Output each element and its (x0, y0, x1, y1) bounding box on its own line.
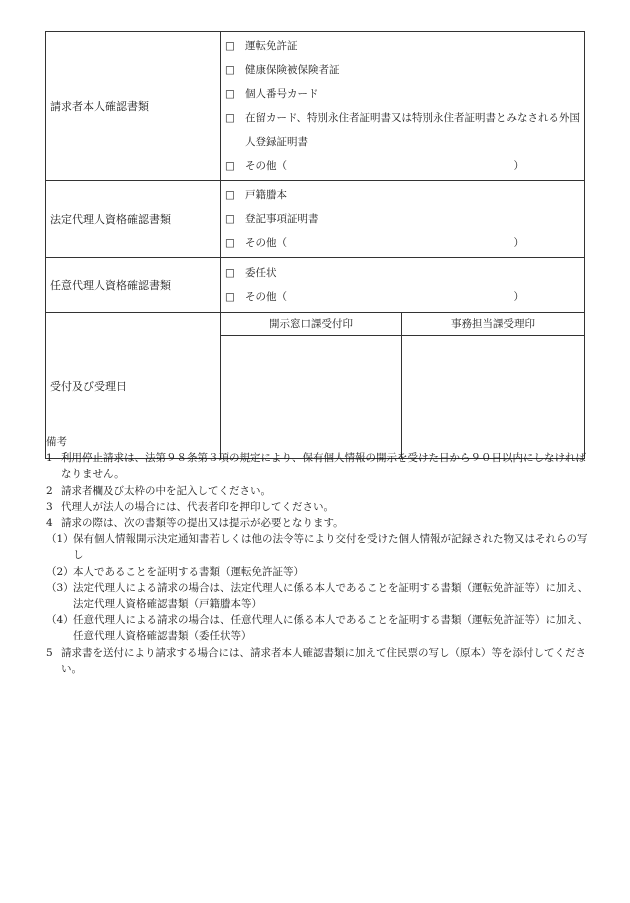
notes-section (46, 434, 590, 677)
note-subitem: （4）任意代理人による請求の場合は、任意代理人に係る本人であることを証明する書類（運転免許証等）に加え、任意代理人資格確認書類（委任状等） (46, 614, 589, 643)
option-health-insurance-card[interactable]: □ 健康保険被保険者証 (221, 58, 584, 82)
option-other[interactable] (221, 231, 584, 255)
note-item: 1 利用停止請求は、法第９８条第３項の規定により、保有個人情報の開示を受けた日から９０日以内にしなければなりません。 (46, 452, 586, 481)
checkbox[interactable]: □ (225, 237, 235, 249)
row-receipt-stamps (46, 313, 585, 336)
other-label: その他（ (245, 291, 287, 303)
option-other[interactable] (221, 154, 584, 178)
row-label: 受付及び受理日 (46, 313, 221, 459)
checkbox[interactable]: □ (225, 213, 235, 225)
note-subitem: （3）法定代理人による請求の場合は、法定代理人に係る本人であることを証明する書類（運転免許証等）に加え、法定代理人資格確認書類（戸籍謄本等） (46, 581, 589, 611)
row-label: 任意代理人資格確認書類 (46, 258, 221, 313)
checkbox[interactable]: □ (225, 112, 235, 124)
checkbox[interactable]: □ (225, 40, 235, 52)
checkbox[interactable]: □ (225, 88, 235, 100)
note-item: 3 代理人が法人の場合には、代表者印を押印してください。 (46, 500, 334, 513)
note-subitem: （1）保有個人情報開示決定通知書若しくは他の法令等により交付を受けた個人情報が記録された物又はそれらの写し (46, 533, 588, 562)
document-table (45, 31, 585, 459)
checkbox[interactable]: □ (225, 64, 235, 76)
close-paren: ） (513, 237, 524, 249)
note-item: 4 請求の際は、次の書類等の提出又は提示が必要となります。 (46, 517, 344, 530)
stamp-header-disclosure-window: 開示窓口課受付印 (221, 313, 402, 336)
note-item: 2 請求者欄及び太枠の中を記入してください。 (46, 484, 271, 497)
note-subitem: （2）本人であることを証明する書類（運転免許証等） (46, 565, 304, 578)
row-voluntary-representative-documents (46, 258, 585, 313)
row-label: 法定代理人資格確認書類 (46, 181, 221, 258)
option-drivers-license[interactable]: □ 運転免許証 (221, 34, 584, 58)
stamp-header-administrative-office: 事務担当課受理印 (402, 313, 585, 336)
option-residence-card[interactable]: □ 在留カード、特別永住者証明書又は特別永住者証明書とみなされる外国人登録証明書 (221, 106, 584, 154)
row-label: 請求者本人確認書類 (46, 32, 221, 181)
other-label: その他（ (245, 160, 287, 172)
other-label: その他（ (245, 237, 287, 249)
close-paren: ） (513, 291, 524, 303)
close-paren: ） (513, 160, 524, 172)
row-identity-documents (46, 32, 585, 181)
checkbox[interactable]: □ (225, 267, 235, 279)
option-power-of-attorney[interactable]: □ 委任状 (221, 261, 584, 285)
option-family-register[interactable]: □ 戸籍謄本 (221, 183, 584, 207)
option-my-number-card[interactable]: □ 個人番号カード (221, 82, 584, 106)
option-registry-certificate[interactable]: □ 登記事項証明書 (221, 207, 584, 231)
note-item: 5 請求書を送付により請求する場合には、請求者本人確認書類に加えて住民票の写し（原本）等を添付してください。 (46, 646, 586, 675)
checkbox[interactable]: □ (225, 291, 235, 303)
notes-heading: 備考 (46, 436, 67, 448)
checkbox[interactable]: □ (225, 160, 235, 172)
option-other[interactable] (221, 285, 584, 309)
row-legal-representative-documents (46, 181, 585, 258)
checkbox[interactable]: □ (225, 189, 235, 201)
